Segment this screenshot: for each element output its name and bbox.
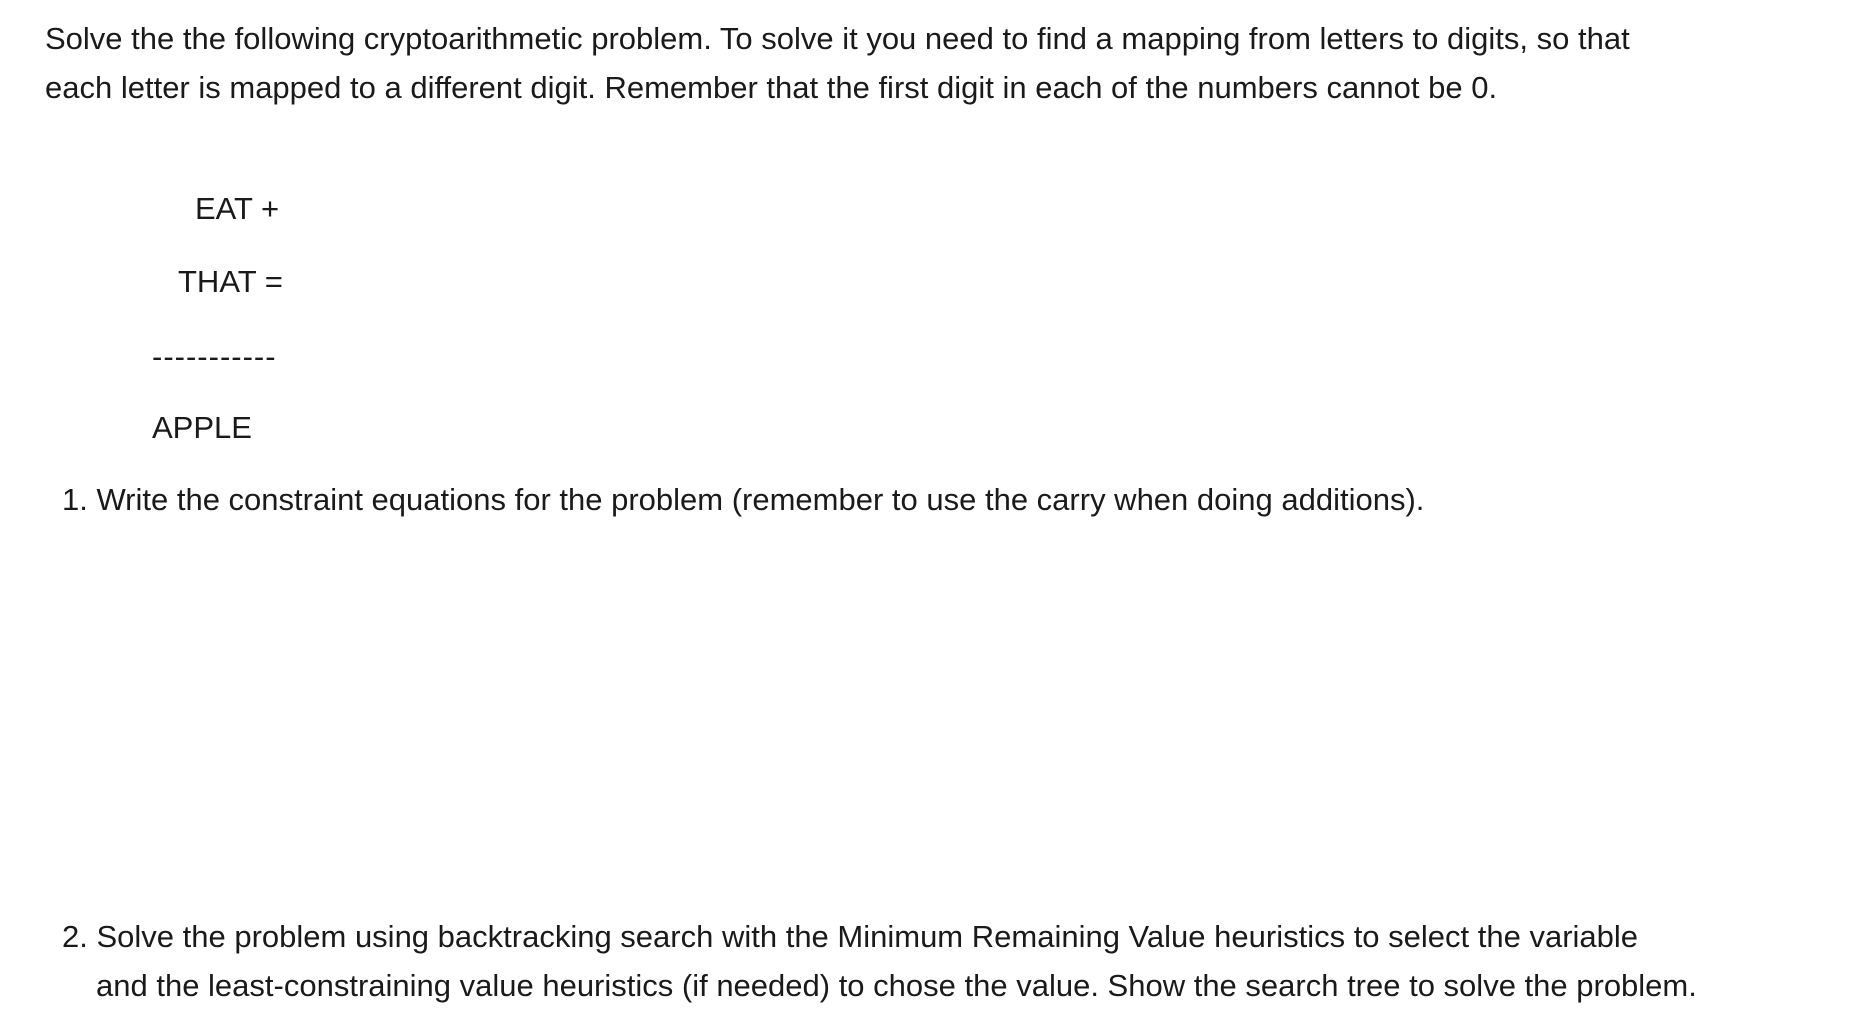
- intro-text-line-2: each letter is mapped to a different digit. Remember that the first digit in each of the numbers cannot be 0.: [45, 70, 1498, 105]
- question-1-text: 1. Write the constraint equations for the problem (remember to use the carry when doing additions).: [62, 482, 1425, 517]
- question-2-text-line-2: and the least-constraining value heuristics (if needed) to chose the value. Show the search tree to solve the problem.: [96, 968, 1697, 1003]
- puzzle-addend-eat: EAT +: [195, 191, 280, 226]
- intro-text-line-1: Solve the the following cryptoarithmetic problem. To solve it you need to find a mapping from letters to digits, so that: [45, 21, 1630, 56]
- question-2-text-line-1: 2. Solve the problem using backtracking search with the Minimum Remaining Value heuristics to select the variable: [62, 919, 1639, 954]
- puzzle-separator-line: -----------: [152, 339, 277, 374]
- puzzle-result-apple: APPLE: [152, 410, 252, 445]
- puzzle-addend-that: THAT =: [178, 264, 283, 299]
